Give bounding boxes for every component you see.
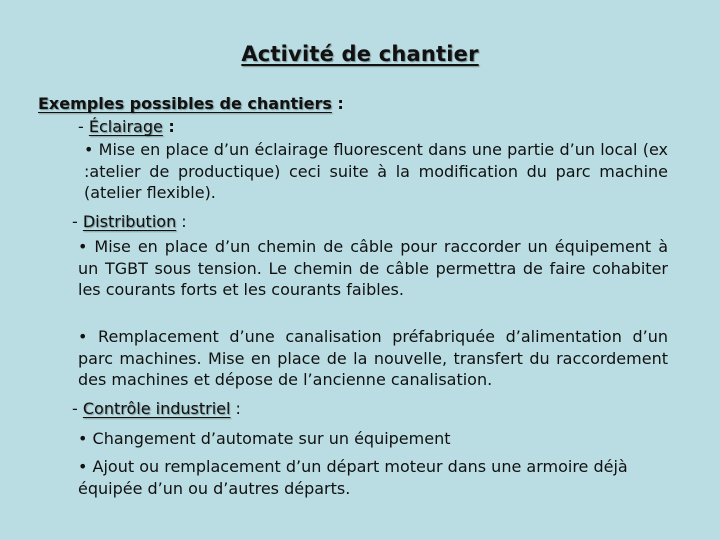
section-label-distribution — [72, 212, 187, 231]
section-dash: - — [78, 117, 89, 136]
section-title: Contrôle industriel — [82, 399, 231, 418]
section-colon: : — [162, 117, 175, 136]
paragraph-distribution-1: • Mise en place d’un chemin de câble pour raccorder un équipement à un TGBT sous tension. Le chemin de câble permettra de faire cohabiter les courants forts et les courants faibles. — [78, 237, 668, 299]
section-title: Éclairage — [88, 117, 163, 136]
section-dash: - — [72, 212, 83, 231]
section-label-eclairage — [78, 117, 175, 136]
section-colon: : — [176, 212, 187, 231]
heading-label: Exemples possibles de chantiers — [38, 94, 332, 113]
section-label-controle — [72, 399, 241, 418]
section-dash: - — [72, 399, 83, 418]
heading-colon: : — [331, 94, 344, 113]
section-heading — [38, 94, 344, 113]
paragraph-controle-1: • Changement d’automate sur un équipement — [78, 429, 451, 448]
page-title: Activité de chantier — [241, 42, 479, 66]
section-colon: : — [230, 399, 241, 418]
paragraph-eclairage-1: • Mise en place d’un éclairage fluorescent dans une partie d’un local (ex :atelier de productique) ceci suite à la modification du parc machine (atelier flexible). — [84, 140, 668, 202]
paragraph-distribution-2: • Remplacement d’une canalisation préfabriquée d’alimentation d’un parc machines. Mise en place de la nouvelle, transfert du raccordement des machines et dépose de l’ancienne canalisation. — [78, 327, 668, 389]
section-title: Distribution — [82, 212, 177, 231]
paragraph-controle-2: • Ajout ou remplacement d’un départ moteur dans une armoire déjà équipée d’un ou d’autres départs. — [78, 457, 628, 498]
